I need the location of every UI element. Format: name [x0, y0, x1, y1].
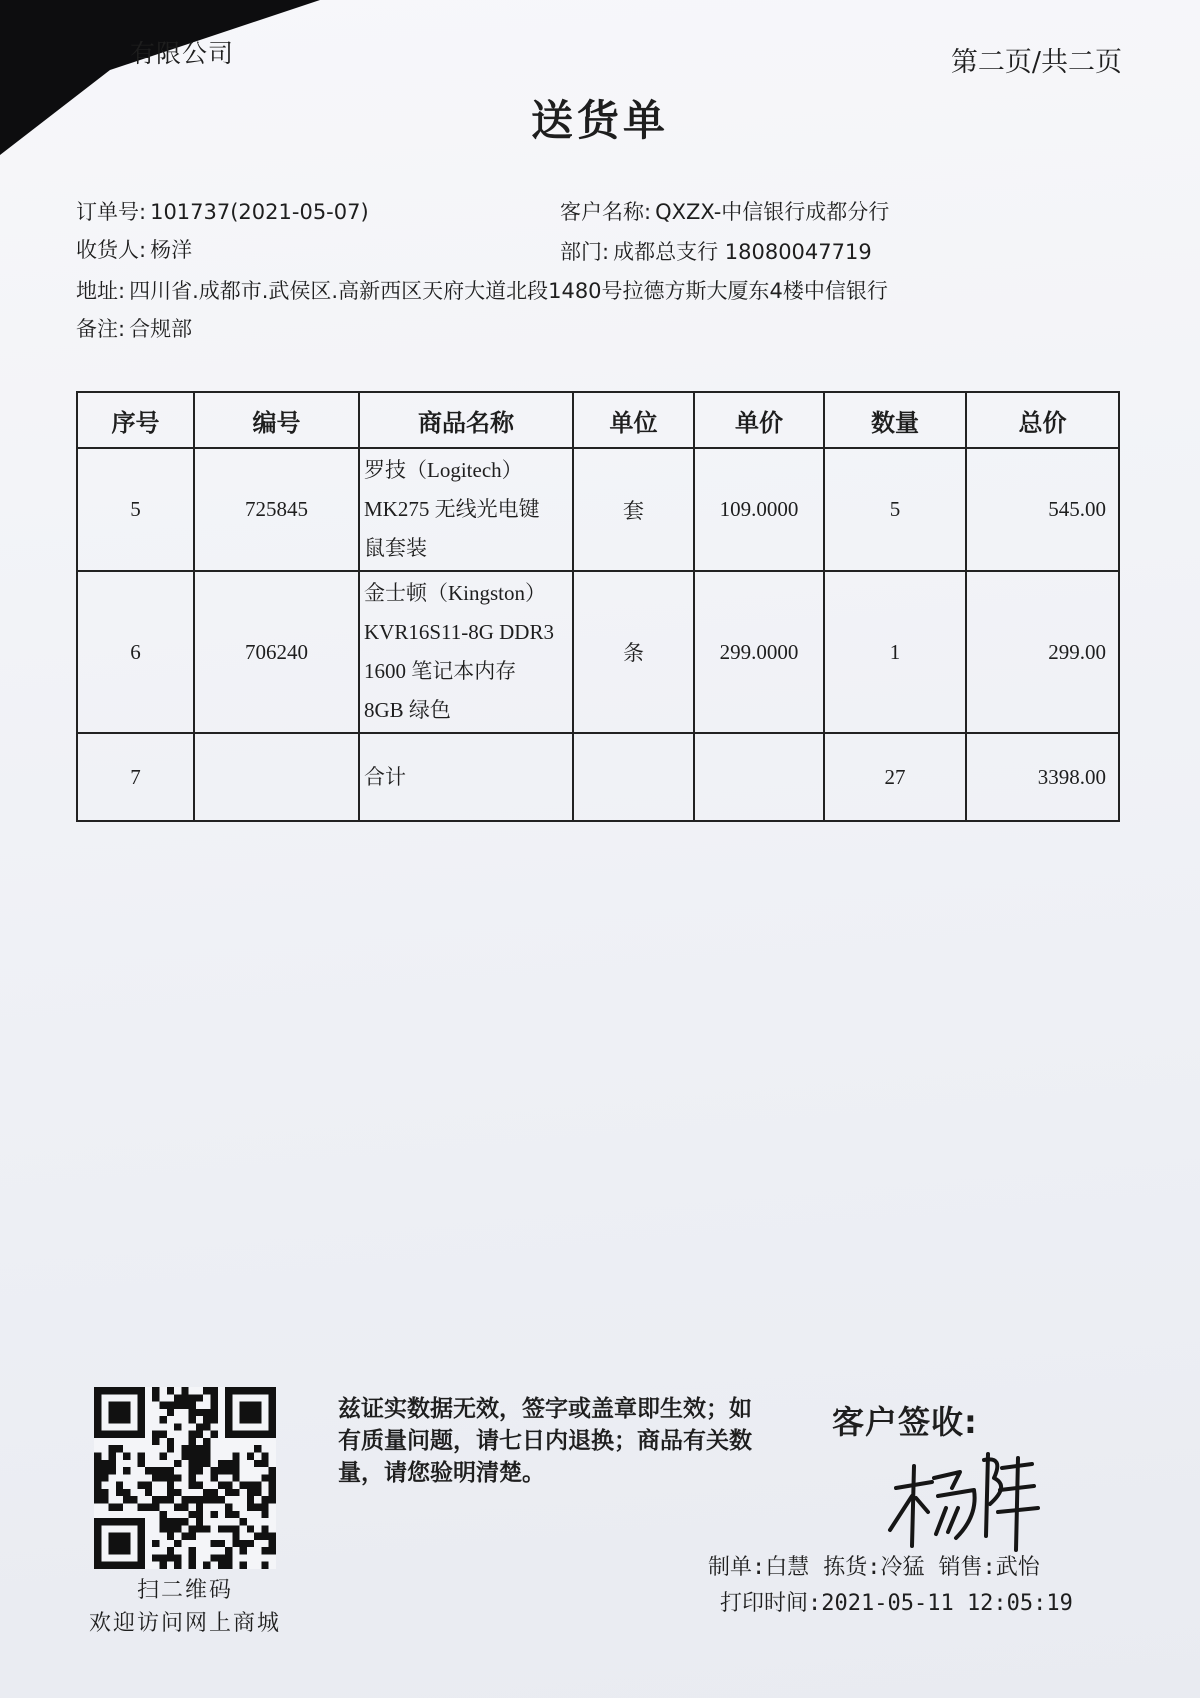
product-name-line: 合计: [364, 764, 406, 789]
column-header: 单价: [694, 392, 824, 448]
product-name-line: 罗技（Logitech）: [364, 458, 523, 482]
customer-label: 客户名称:: [560, 200, 652, 224]
document-title: 送货单: [530, 96, 669, 145]
column-header: 商品名称: [359, 392, 573, 448]
address-label: 地址:: [76, 279, 126, 303]
customer-field: [560, 196, 889, 226]
qr-code-icon[interactable]: [94, 1387, 276, 1569]
row-code: 706240: [194, 571, 359, 733]
row-seq: 5: [77, 448, 194, 571]
column-header: 单位: [573, 392, 694, 448]
row-product-name: [359, 571, 573, 733]
qr-caption-visit: 欢迎访问网上商城: [88, 1611, 281, 1636]
row-product-name: [359, 448, 573, 571]
row-seq: 7: [77, 733, 194, 821]
table-total-row: [77, 733, 1119, 821]
address-value: 四川省.成都市.武侯区.高新西区天府大道北段1480号拉德方斯大厦东4楼中信银行: [129, 279, 888, 303]
row-seq: 6: [77, 571, 194, 733]
order-number-label: 订单号:: [76, 200, 147, 224]
receiver-label: 收货人:: [76, 238, 147, 262]
row-total: 545.00: [966, 448, 1119, 571]
row-code: 725845: [194, 448, 359, 571]
order-number-field: [76, 196, 369, 226]
row-unit: 条: [573, 571, 694, 733]
row-code: [194, 733, 359, 821]
row-quantity: 1: [824, 571, 966, 733]
row-product-name: [359, 733, 573, 821]
row-unit: [573, 733, 694, 821]
row-total: 299.00: [966, 571, 1119, 733]
department-label: 部门:: [560, 240, 610, 264]
prepared-by: 制单:白慧: [708, 1555, 810, 1580]
company-name: 有限公司: [130, 39, 235, 68]
product-name-line: MK275 无线光电键: [364, 497, 540, 521]
qr-caption-scan: 扫二维码: [136, 1578, 233, 1603]
table-row: [77, 448, 1119, 571]
product-name-line: KVR16S11-8G DDR3: [364, 620, 554, 644]
column-header: 编号: [194, 392, 359, 448]
customer-signature-label: 客户签收:: [832, 1403, 978, 1441]
handwritten-signature: [882, 1438, 1042, 1553]
column-header: 序号: [77, 392, 194, 448]
customer-value: QXZX-中信银行成都分行: [655, 200, 890, 224]
column-header: 数量: [824, 392, 966, 448]
print-time: 打印时间:2021-05-11 12:05:19: [720, 1591, 1073, 1616]
product-name-line: 1600 笔记本内存: [364, 659, 517, 683]
product-name-line: 鼠套装: [364, 536, 427, 560]
department-value: 成都总支行 18080047719: [613, 240, 872, 264]
page-indicator: 第二页/共二页: [950, 47, 1122, 78]
notice-text: 兹证实数据无效，签字或盖章即生效；如有质量问题，请七日内退换；商品有关数量，请您验明清楚。: [338, 1396, 752, 1486]
row-unit-price: 109.0000: [694, 448, 824, 571]
order-number-value: 101737(2021-05-07): [150, 200, 369, 224]
product-name-line: 8GB 绿色: [364, 698, 451, 722]
row-unit-price: 299.0000: [694, 571, 824, 733]
receiver-value: 杨洋: [150, 238, 193, 262]
row-total: 3398.00: [966, 733, 1119, 821]
column-header: 总价: [966, 392, 1119, 448]
remark-value: 合规部: [129, 317, 193, 341]
picked-by: 拣货:冷猛: [823, 1555, 925, 1580]
product-name-line: 金士顿（Kingston）: [364, 581, 547, 605]
table-row: [77, 571, 1119, 733]
row-quantity: 5: [824, 448, 966, 571]
table-header-row: [77, 392, 1119, 448]
row-unit-price: [694, 733, 824, 821]
remark-field: [76, 313, 192, 343]
row-unit: 套: [573, 448, 694, 571]
staff-line: [708, 1550, 1040, 1581]
remark-label: 备注:: [76, 317, 126, 341]
row-quantity: 27: [824, 733, 966, 821]
receiver-field: [76, 234, 192, 264]
goods-table: [76, 391, 1120, 822]
sales-by: 销售:武怡: [938, 1555, 1040, 1580]
department-field: [560, 236, 872, 266]
address-field: [76, 275, 888, 305]
